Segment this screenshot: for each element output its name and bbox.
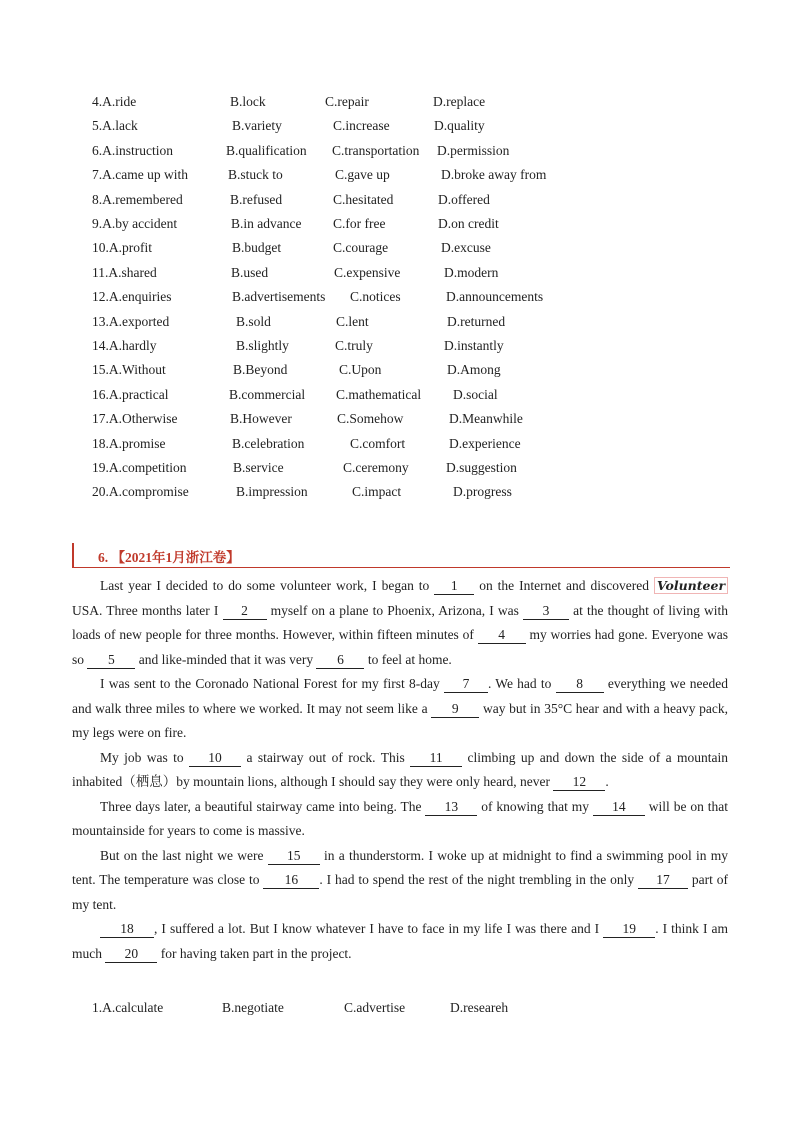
option-c: C.expensive [334, 264, 401, 280]
option-d: D.social [453, 386, 498, 402]
paragraph-1: Last year I decided to do some volunteer work, I began to 1 on the Internet and discovered Volunteer USA. Three months later I 2 myself on a plane to Phoenix, Arizona, I was 3 at the thought of living with loads of new people for three months. However, within fifteen minutes of 4 my worries had gone. Everyone was so 5 and like-minded that it was very 6 to feel at home. [72, 578, 729, 667]
option-b: B.celebration [232, 435, 305, 451]
blank-18: 18 [100, 921, 154, 938]
section-heading [72, 543, 730, 568]
option-a: 1.A.calculate [92, 1000, 164, 1015]
option-b: B.advertisements [232, 289, 326, 305]
option-d: D.progress [453, 484, 512, 500]
option-b: B.service [233, 460, 284, 475]
paragraph-5: But on the last night we were 15 in a thunderstorm. I woke up at midnight to find a swimming pool in my tent. The temperature was close to 16 . I had to spend the rest of the night trembling in the only 17 part of my tent. [72, 847, 729, 912]
option-b: B.negotiate [222, 1000, 284, 1015]
blank-16: 16 [263, 872, 319, 889]
option-d: D.on credit [438, 216, 499, 231]
option-d: D.announcements [446, 289, 544, 305]
volunteer-usa-brand: Volunteer [654, 577, 728, 594]
option-c: C.courage [333, 240, 389, 256]
option-b: B.commercial [229, 386, 306, 402]
blank-5: 5 [87, 652, 135, 669]
option-a: 4.A.ride [92, 94, 137, 109]
option-a: 20.A.compromise [92, 484, 189, 500]
option-c: C.advertise [344, 1000, 406, 1015]
option-d: D.quality [434, 118, 485, 134]
blank-11: 11 [410, 750, 462, 767]
option-d: D.replace [433, 94, 486, 109]
option-a: 11.A.shared [92, 264, 157, 280]
option-d: D.Among [447, 362, 501, 378]
option-a: 17.A.Otherwise [92, 411, 178, 427]
blank-13: 13 [425, 799, 477, 816]
blank-10: 10 [189, 750, 241, 767]
blank-20: 20 [105, 946, 157, 963]
cloze-passage [72, 574, 728, 966]
blank-19: 19 [603, 921, 655, 938]
option-c: C.truly [335, 338, 373, 353]
blank-2: 2 [223, 603, 267, 620]
option-c: C.gave up [335, 167, 390, 183]
blank-17: 17 [638, 872, 688, 889]
option-c: C.lent [336, 313, 369, 329]
option-b: B.Beyond [233, 362, 288, 378]
option-a: 18.A.promise [92, 435, 166, 451]
option-c: C.transportation [332, 142, 420, 158]
option-a: 12.A.enquiries [92, 289, 172, 305]
paragraph-2: I was sent to the Coronado National Forest for my first 8-day 7 . We had to 8 everything we needed and walk three miles to where we worked. It may not seem like a 9 way but in 35°C hear and with a heavy pack, my legs were on fire. [72, 676, 729, 740]
option-c: C.Somehow [337, 411, 404, 427]
option-c: C.mathematical [336, 386, 422, 402]
option-c: C.hesitated [333, 191, 394, 207]
option-b: B.in advance [231, 216, 302, 231]
option-d: D.suggestion [446, 460, 517, 475]
option-c: C.Upon [339, 362, 382, 378]
option-b: B.refused [230, 191, 283, 207]
option-c: C.notices [350, 289, 401, 305]
paragraph-4: Three days later, a beautiful stairway came into being. The 13 of knowing that my 14 will be on that mountainside for years to come is massive. [72, 798, 728, 838]
option-b: B.sold [236, 313, 271, 329]
option-a: 5.A.lack [92, 118, 138, 134]
option-b: B.qualification [226, 142, 307, 158]
option-a: 14.A.hardly [92, 338, 157, 353]
option-d: D.returned [447, 313, 506, 329]
option-a: 8.A.remembered [92, 191, 183, 207]
option-a: 7.A.came up with [92, 167, 188, 183]
option-c: C.ceremony [343, 460, 409, 475]
option-b: B.variety [232, 118, 282, 134]
option-d: D.broke away from [441, 167, 547, 183]
option-d: D.excuse [441, 240, 491, 256]
option-c: C.for free [333, 216, 386, 231]
option-d: D.Meanwhile [449, 411, 523, 427]
blank-4: 4 [478, 627, 526, 644]
option-c: C.repair [325, 94, 369, 109]
option-d: D.instantly [444, 338, 504, 353]
option-a: 19.A.competition [92, 460, 187, 475]
option-b: B.used [231, 264, 269, 280]
option-a: 10.A.profit [92, 240, 152, 256]
section-title: 6. 【2021年1月浙江卷】 [98, 550, 240, 565]
blank-15: 15 [268, 848, 320, 865]
option-d: D.experience [449, 435, 521, 451]
blank-12: 12 [553, 774, 605, 791]
blank-3: 3 [523, 603, 569, 620]
blank-8: 8 [556, 676, 604, 693]
option-a: 15.A.Without [92, 362, 166, 378]
blank-1: 1 [434, 578, 474, 595]
option-a: 9.A.by accident [92, 216, 178, 231]
blank-7: 7 [444, 676, 488, 693]
option-a: 6.A.instruction [92, 142, 173, 158]
option-c: C.comfort [350, 435, 406, 451]
option-d: D.offered [438, 191, 490, 207]
option-b: B.impression [236, 484, 308, 500]
blank-9: 9 [431, 701, 479, 718]
option-b: B.stuck to [228, 167, 283, 183]
option-c: C.increase [333, 118, 390, 134]
paragraph-6: 18 , I suffered a lot. But I know whatever I have to face in my life I was there and I 19 . I think I am much 20 for having taken part in the project. [72, 921, 729, 961]
option-b: B.lock [230, 94, 266, 109]
option-d: D.modern [444, 264, 499, 280]
blank-6: 6 [316, 652, 364, 669]
option-b: B.However [230, 411, 292, 427]
option-b: B.slightly [236, 338, 289, 353]
paragraph-3: My job was to 10 a stairway out of rock. This 11 climbing up and down the side of a mountain inhabited（栖息）by mountain lions, although I should say they were only heard, never 12 . [72, 749, 729, 789]
blank-14: 14 [593, 799, 645, 816]
option-c: C.impact [352, 484, 402, 500]
option-d: D.researeh [450, 1000, 509, 1015]
option-a: 16.A.practical [92, 386, 169, 402]
option-a: 13.A.exported [92, 313, 170, 329]
option-d: D.permission [437, 142, 510, 158]
option-b: B.budget [232, 240, 282, 256]
